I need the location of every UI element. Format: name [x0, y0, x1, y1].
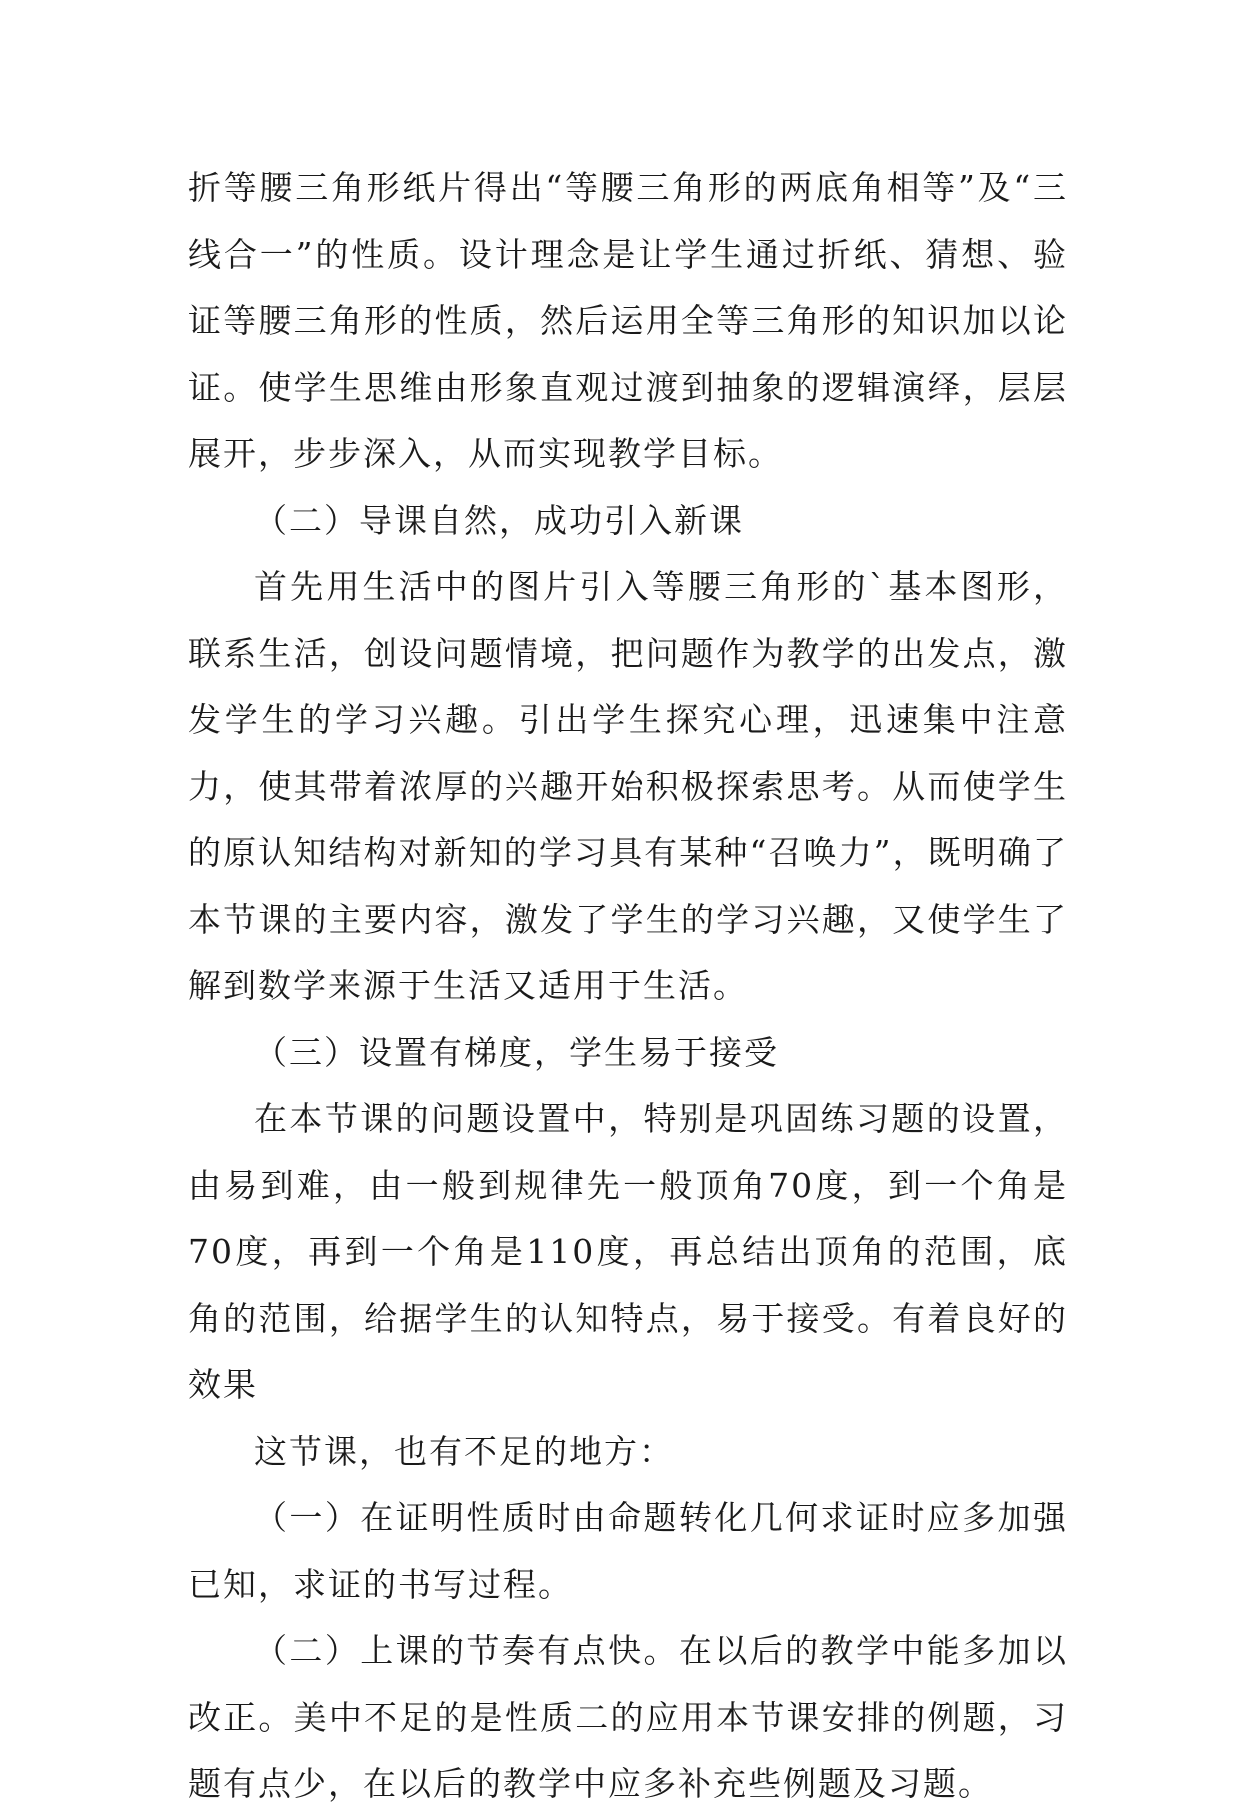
section-heading-2: （二）导课自然，成功引入新课 — [254, 500, 744, 540]
paragraph-shortcomings-intro: 这节课，也有不足的地方： — [254, 1431, 674, 1471]
document-body — [188, 155, 1068, 1818]
paragraph-intro-lesson: 首先用生活中的图片引入等腰三角形的`基本图形，联系生活，创设问题情境，把问题作为教学的出发点，激发学生的学习兴趣。引出学生探究心理，迅速集中注意力，使其带着浓厚的兴趣开始积极探索思考。从而使学生的原认知结构对新知的学习具有某种“召唤力”，既明确了本节课的主要内容，激发了学生的学习兴趣，又使学生了解到数学来源于生活又适用于生活。 — [188, 567, 1068, 1005]
section-heading-3: （三）设置有梯度，学生易于接受 — [254, 1032, 779, 1072]
paragraph-shortcoming-1: （一）在证明性质时由命题转化几何求证时应多加强已知，求证的书写过程。 — [188, 1498, 1068, 1604]
paragraph-gradient-design: 在本节课的问题设置中，特别是巩固练习题的设置，由易到难，由一般到规律先一般顶角70度，到一个角是70度，再到一个角是110度，再总结出顶角的范围，底角的范围，给据学生的认知特点，易于接受。有着良好的效果 — [188, 1099, 1068, 1404]
paragraph-continuation: 折等腰三角形纸片得出“等腰三角形的两底角相等”及“三线合一”的性质。设计理念是让学生通过折纸、猜想、验证等腰三角形的性质，然后运用全等三角形的知识加以论证。使学生思维由形象直观过渡到抽象的逻辑演绎，层层展开，步步深入，从而实现教学目标。 — [188, 168, 1068, 473]
paragraph-shortcoming-2: （二）上课的节奏有点快。在以后的教学中能多加以改正。美中不足的是性质二的应用本节课安排的例题，习题有点少，在以后的教学中应多补充些例题及习题。 — [188, 1631, 1068, 1803]
